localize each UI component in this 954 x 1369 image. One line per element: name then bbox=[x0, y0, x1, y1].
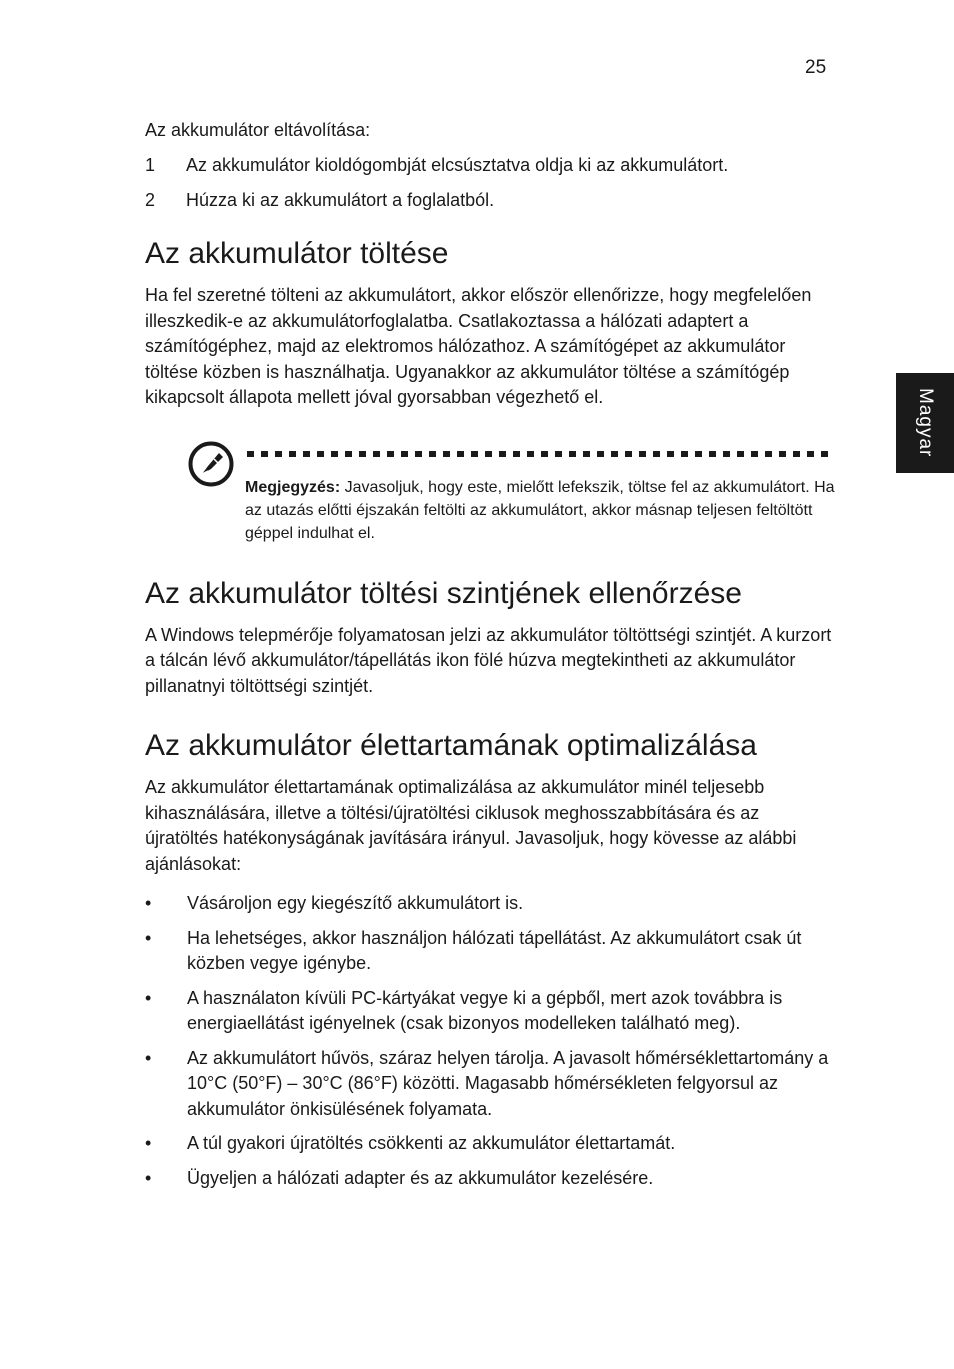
charging-heading: Az akkumulátor töltése bbox=[145, 237, 449, 270]
check-heading: Az akkumulátor töltési szintjének ellenőrzése bbox=[145, 576, 742, 610]
list-item-text: Ügyeljen a hálózati adapter és az akkumulátor kezelésére. bbox=[187, 1167, 654, 1188]
language-side-tab bbox=[896, 373, 954, 473]
note-label: Megjegyzés: bbox=[245, 478, 341, 496]
side-tab-label: Magyar bbox=[915, 388, 936, 458]
bullet-mark: • bbox=[145, 893, 152, 913]
page-content bbox=[145, 118, 835, 1200]
optimize-bullets bbox=[145, 891, 835, 1191]
charging-paragraph: Ha fel szeretné tölteni az akkumulátort, akkor először ellenőrizze, hogy megfelelően illeszkedik-e az akkumulátorfoglalatba. Csatlakoztassa a hálózati adaptert a számítógéphez, majd az elektromos hálózathoz. A számítógépet az akkumulátor töltése közben is használhatja. Ugyanakkor az akkumulátor töltése a számítógép kikapcsolt állapota mellett jóval gyorsabban végezhető el. bbox=[145, 285, 812, 407]
bullet-mark: • bbox=[145, 927, 152, 948]
step-number: 1 bbox=[145, 155, 156, 175]
list-item-text: A túl gyakori újratöltés csökkenti az akkumulátor élettartamát. bbox=[187, 1133, 676, 1153]
note-text bbox=[245, 476, 835, 545]
step-text: Húzza ki az akkumulátort a foglalatból. bbox=[186, 190, 495, 210]
removal-intro: Az akkumulátor eltávolítása: bbox=[145, 120, 371, 140]
list-item bbox=[145, 986, 835, 1037]
step-number: 2 bbox=[145, 190, 156, 210]
removal-step bbox=[145, 188, 835, 213]
optimize-paragraph: Az akkumulátor élettartamának optimalizálása az akkumulátor minél teljesebb kihasználására, illetve a töltési/újratöltési ciklusok meghosszabbítására és az újratöltés hatékonyságának javítására irányul. Javasoljuk, hogy kövesse az alábbi ajánlásokat: bbox=[145, 777, 797, 874]
list-item-text: Vásároljon egy kiegészítő akkumulátort is. bbox=[187, 893, 524, 913]
list-item bbox=[145, 926, 835, 977]
note-dotted-rule bbox=[247, 451, 833, 457]
optimize-heading: Az akkumulátor élettartamának optimalizálása bbox=[145, 729, 757, 762]
list-item-text: A használaton kívüli PC-kártyákat vegye ki a gépből, mert azok továbbra is energiaellátást igényelnek (csak bizonyos modelleken található meg). bbox=[187, 987, 783, 1033]
list-item bbox=[145, 891, 835, 917]
list-item bbox=[145, 1131, 835, 1157]
bullet-mark: • bbox=[145, 1167, 152, 1188]
removal-step bbox=[145, 153, 835, 178]
note-box bbox=[187, 440, 835, 548]
list-item bbox=[145, 1166, 835, 1192]
check-paragraph: A Windows telepmérője folyamatosan jelzi az akkumulátor töltöttségi szintjét. A kurzort a tálcán lévő akkumulátor/tápellátás ikon fölé húzva megtekintheti az akkumulátor pillanatnyi töltöttségi szintjét. bbox=[145, 624, 832, 696]
list-item bbox=[145, 1046, 835, 1123]
note-body: Javasoljuk, hogy este, mielőtt lefekszik, töltse fel az akkumulátort. Ha az utazás előtti éjszakán feltölti az akkumulátort, akkor másnap teljesen feltöltött géppel indulhat el. bbox=[245, 478, 835, 542]
list-item-text: Az akkumulátort hűvös, száraz helyen tárolja. A javasolt hőmérséklettartomány a 10°C (50°F) – 30°C (86°F) közötti. Magasabb hőmérsékleten felgyorsul az akkumulátor önkisülésének folyamata. bbox=[187, 1047, 829, 1119]
page-number: 25 bbox=[805, 57, 827, 78]
note-pen-icon bbox=[187, 440, 235, 488]
step-text: Az akkumulátor kioldógombját elcsúsztatva oldja ki az akkumulátort. bbox=[186, 155, 729, 175]
list-item-text: Ha lehetséges, akkor használjon hálózati tápellátást. Az akkumulátort csak út közben vegye igénybe. bbox=[187, 927, 802, 973]
bullet-mark: • bbox=[145, 1133, 152, 1153]
removal-steps bbox=[145, 153, 835, 213]
bullet-mark: • bbox=[145, 1047, 152, 1068]
bullet-mark: • bbox=[145, 987, 152, 1008]
